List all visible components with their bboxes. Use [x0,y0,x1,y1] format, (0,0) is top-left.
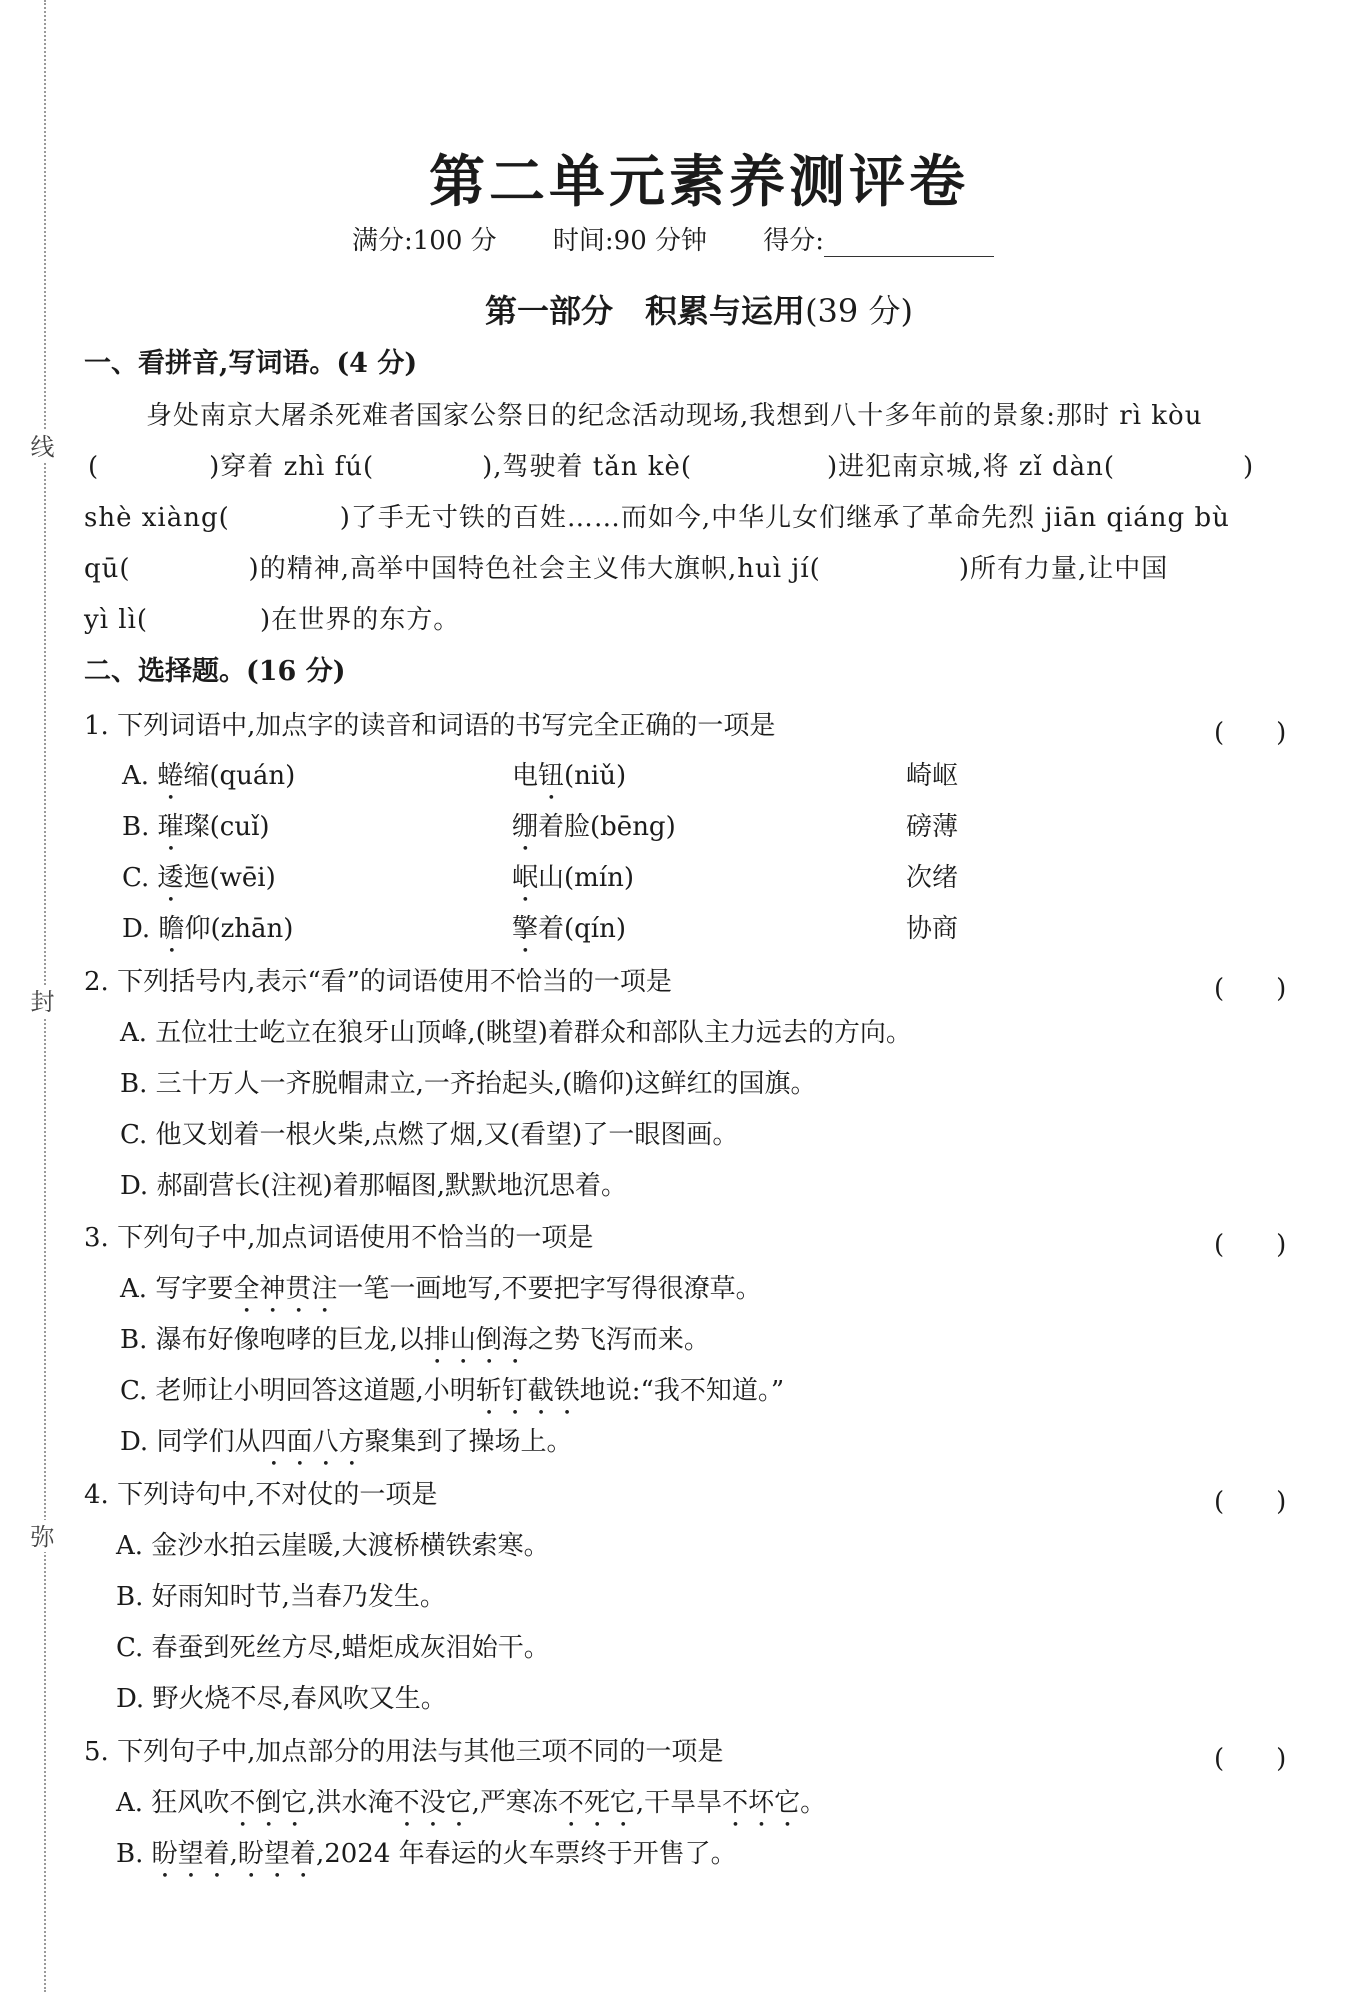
text: ),驾驶着 tǎn kè( [482,452,693,482]
text: 着(qín) [538,914,627,944]
dotted-phrase: 不死它 [557,1788,636,1818]
score-blank[interactable] [824,234,994,257]
q5-answer-parens[interactable]: ( ) [1214,1744,1287,1774]
text: yì lì( [84,605,149,635]
dotted-phrase: 斩钉截铁 [475,1376,580,1406]
q5-stem: 5. 下列句子中,加点部分的用法与其他三项不同的一项是 [84,1737,724,1767]
text: )穿着 zhì fú( [209,452,375,482]
dotted-char: 蜷 [157,761,184,791]
q2-answer-parens[interactable]: ( ) [1214,974,1287,1004]
text: 之势飞泻而来。 [527,1325,710,1355]
text: 电 [512,761,539,791]
q2-option-d: D. 郝副营长(注视)着那幅图,默默地沉思着。 [120,1171,628,1201]
time-limit: 时间:90 分钟 [552,226,708,256]
q4-option-d: D. 野火烧不尽,春风吹又生。 [116,1684,447,1714]
margin-char-feng: 封 [32,985,58,1017]
paren-open: ( [88,452,100,482]
option-label: B. [122,812,150,842]
q1-option-a-word1 [122,758,295,806]
q1-answer-parens[interactable]: ( ) [1214,718,1287,748]
q2-option-c: C. 他又划着一根火柴,点燃了烟,又(看望)了一眼图画。 [120,1120,739,1150]
s1-line3 [84,500,1230,536]
text: )的精神,高举中国特色社会主义伟大旗帜,huì jí( [248,554,821,584]
margin-char-mi: 弥 [32,1520,58,1552]
text: 地说:“我不知道。” [579,1376,785,1406]
dotted-phrase: 不没它 [393,1788,472,1818]
dotted-phrase: 不倒它 [229,1788,308,1818]
text: 缩(quán) [183,761,296,791]
q3-answer-parens[interactable]: ( ) [1214,1230,1287,1260]
text: (niǔ) [564,761,627,791]
q1-option-c-word2 [512,860,634,908]
text: ,洪水淹 [307,1788,394,1818]
q1-option-c-word1 [122,860,276,908]
q1-option-d-word3: 协商 [906,914,959,944]
dotted-phrase: 排山倒海 [423,1325,528,1355]
text: ,2024 年春运的火车票终于开售了。 [315,1839,737,1869]
text: 山(mín) [538,863,635,893]
q1-option-b-word3: 磅薄 [906,812,959,842]
text: qū( [84,554,131,584]
q1-option-d-word2 [512,911,626,959]
q5-option-b [116,1836,737,1884]
q3-option-c [120,1373,784,1421]
option-label: B. [116,1839,152,1869]
dotted-phrase: 盼望着 [237,1839,316,1869]
text: C. 老师让小明回答这道题,小明 [120,1376,476,1406]
option-label: C. [122,863,150,893]
dotted-char: 逶 [157,863,184,893]
text: A. 狂风吹 [116,1788,230,1818]
q4-stem: 4. 下列诗句中,不对仗的一项是 [84,1480,438,1510]
q1-option-c-word3: 次绪 [906,863,959,893]
text: ,严寒冻 [471,1788,558,1818]
text: shè xiàng( [84,503,230,533]
q1-option-d-word1 [122,911,293,959]
dotted-char: 擎 [512,914,539,944]
dotted-char: 瞻 [158,914,185,944]
q4-option-a: A. 金沙水拍云崖暖,大渡桥横铁索寒。 [116,1531,550,1561]
q4-option-c: C. 春蚕到死丝方尽,蜡炬成灰泪始干。 [116,1633,550,1663]
text: )进犯南京城,将 zǐ dàn( [827,452,1116,482]
q1-option-a-word2 [512,758,626,806]
q2-option-a: A. 五位壮士屹立在狼牙山顶峰,(眺望)着群众和部队主力远去的方向。 [120,1018,912,1048]
dotted-phrase: 不坏它 [722,1788,801,1818]
dotted-phrase: 全神贯注 [233,1274,338,1304]
section1-heading: 一、看拼音,写词语。(4 分) [84,348,418,379]
text: D. 同学们从 [120,1427,261,1457]
q3-option-a [120,1271,762,1319]
dotted-char: 璀 [157,812,184,842]
part-points: (39 分) [805,292,913,330]
exam-meta [352,220,1042,257]
section2-heading: 二、选择题。(16 分) [84,656,346,687]
q1-option-b-word2 [512,809,676,857]
margin-char-xian: 线 [32,430,58,462]
text: B. 瀑布好像咆哮的巨龙,以 [120,1325,424,1355]
text: A. 写字要 [120,1274,234,1304]
q3-option-b [120,1322,710,1370]
text: 仰(zhān) [184,914,294,944]
s1-line2 [88,449,1254,485]
text: , [229,1839,238,1869]
q1-option-a-word3: 崎岖 [906,761,959,791]
q3-option-d [120,1424,572,1472]
full-score: 满分:100 分 [352,226,497,256]
option-label: A. [122,761,150,791]
q1-stem: 1. 下列词语中,加点字的读音和词语的书写完全正确的一项是 [84,711,776,741]
q4-answer-parens[interactable]: ( ) [1214,1487,1287,1517]
text: )所有力量,让中国 [958,554,1169,584]
dotted-phrase: 盼望着 [151,1839,230,1869]
q5-option-a [116,1785,826,1833]
q3-stem: 3. 下列句子中,加点词语使用不恰当的一项是 [84,1223,594,1253]
q4-option-b: B. 好雨知时节,当春乃发生。 [116,1582,446,1612]
paren-close: ) [1243,452,1255,482]
dotted-char: 岷 [512,863,539,893]
text: ,干旱旱 [635,1788,723,1818]
text: 一笔一画地写,不要把字写得很潦草。 [337,1274,762,1304]
part-one-heading [84,286,1314,332]
part-name: 第一部分 积累与运用 [485,292,806,330]
text: 。 [800,1788,827,1818]
score-label: 得分: [763,226,825,256]
dotted-char: 绷 [512,812,539,842]
option-label: D. [122,914,151,944]
q2-option-b: B. 三十万人一齐脱帽肃立,一齐抬起头,(瞻仰)这鲜红的国旗。 [120,1069,817,1099]
text: 迤(wēi) [183,863,276,893]
dotted-char: 钮 [538,761,565,791]
s1-line4 [84,551,1168,587]
text: )了手无寸铁的百姓……而如今,中华儿女们继承了革命先烈 jiān qiáng bù [339,503,1230,533]
text: )在世界的东方。 [260,605,461,635]
q2-stem: 2. 下列括号内,表示“看”的词语使用不恰当的一项是 [84,967,672,997]
exam-title: 第二单元素养测评卷 [429,149,969,215]
s1-line5 [84,602,460,638]
text: 璨(cuǐ) [183,812,270,842]
s1-line1: 身处南京大屠杀死难者国家公祭日的纪念活动现场,我想到八十多年前的景象:那时 rì kòu [146,401,1203,431]
q1-option-b-word1 [122,809,270,857]
dotted-phrase: 四面八方 [260,1427,365,1457]
text: 着脸(bēng) [538,812,676,842]
text: 聚集到了操场上。 [364,1427,573,1457]
